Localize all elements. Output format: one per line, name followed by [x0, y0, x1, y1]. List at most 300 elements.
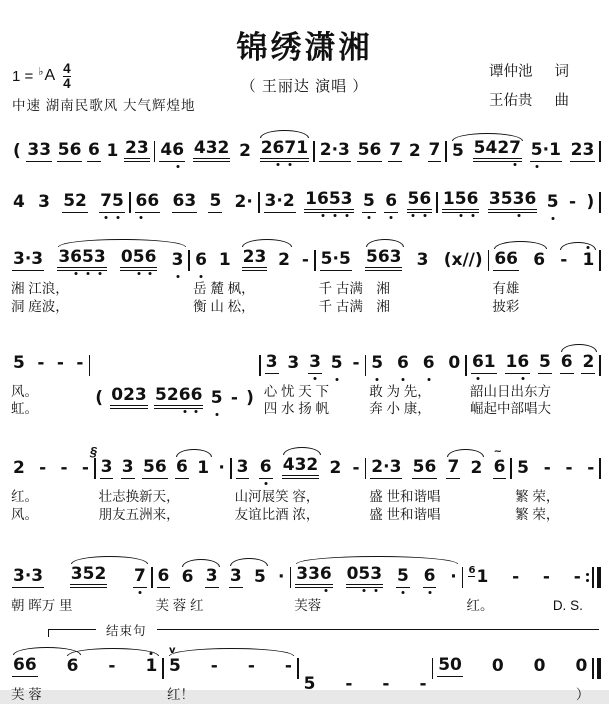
barline	[462, 567, 464, 588]
ornament-icon: ~	[493, 446, 502, 458]
measure-notes	[261, 177, 436, 222]
note-token: 33	[27, 140, 52, 160]
measure	[9, 126, 153, 171]
measure-notes	[367, 340, 464, 383]
lyric-row	[367, 400, 464, 418]
note-token: 3	[205, 565, 218, 586]
lyric-row	[490, 298, 598, 316]
composer-name: 王佑贵	[489, 93, 533, 109]
lyric-text: 崛起中部唱大	[469, 401, 551, 417]
note-token: 3	[229, 565, 242, 586]
barline	[129, 192, 131, 213]
note-token: 2	[13, 458, 25, 479]
lyric-row	[513, 506, 598, 524]
barline	[162, 658, 164, 679]
note-token	[546, 194, 560, 213]
note-token: -	[345, 673, 353, 694]
slur-arc	[260, 130, 309, 138]
note-token: 56	[57, 140, 82, 160]
barline	[365, 355, 367, 376]
note-char: 6	[272, 138, 285, 158]
note-char: 6	[172, 140, 185, 160]
note-char: 3	[309, 351, 321, 372]
note-token	[442, 191, 480, 213]
note-token: 6 ~	[493, 446, 506, 478]
note-char: 6	[70, 247, 82, 267]
measure	[367, 443, 509, 524]
note-char: 3	[93, 247, 106, 267]
note-char: 0	[346, 563, 359, 584]
note-token: 3	[236, 457, 249, 478]
measure	[154, 552, 289, 615]
note-char: 6	[396, 352, 409, 373]
note-token: -	[301, 250, 309, 270]
note-char: 6	[147, 191, 160, 211]
note-token: -	[108, 655, 116, 676]
barline-stroke	[599, 250, 601, 271]
note-token: 2	[408, 141, 421, 161]
note-token: 6	[181, 566, 194, 587]
lyric-row	[9, 686, 161, 704]
lyric-text: 披彩	[492, 298, 520, 314]
note-char: 5	[473, 138, 486, 158]
measure-notes	[91, 340, 258, 419]
note-char: 4	[160, 140, 173, 160]
note-token: 7	[447, 457, 460, 478]
note-token: 1	[106, 141, 119, 161]
lyric-row	[464, 597, 584, 615]
note-token: -	[60, 458, 68, 479]
barline	[89, 444, 98, 479]
note-char: 0	[120, 247, 133, 267]
key-prefix: 1 =	[12, 67, 34, 85]
barline	[297, 658, 299, 679]
barline	[290, 567, 292, 588]
note-token: 3·3	[13, 565, 44, 586]
note-char: 6	[385, 191, 398, 211]
measure	[9, 643, 161, 704]
measure-notes	[9, 643, 161, 686]
note-token: 3	[121, 457, 134, 478]
lyricist-credit	[489, 58, 569, 87]
note-token: 7	[428, 140, 441, 160]
note-token: -	[37, 352, 45, 373]
breath-mark-icon: v	[169, 644, 176, 656]
measure-notes	[9, 552, 150, 597]
score-line	[8, 552, 601, 615]
lyric-text: 红！	[167, 686, 194, 702]
measure-notes	[468, 340, 598, 383]
measure	[367, 340, 464, 419]
note-token	[304, 191, 353, 213]
barline	[89, 355, 91, 376]
note-token: -	[569, 192, 577, 212]
note-char: 6	[471, 351, 484, 372]
lyric-row	[233, 506, 364, 524]
note-char: 5	[454, 189, 467, 209]
lyric-text: 盛 世和谐唱	[369, 507, 441, 523]
note-token: -	[352, 352, 360, 373]
composer-credit	[489, 87, 569, 116]
note-char: 5	[210, 388, 223, 409]
lyric-row	[233, 488, 364, 506]
barline	[365, 458, 367, 479]
lyric-row	[367, 383, 464, 401]
note-char: 5	[82, 247, 94, 267]
measure	[9, 235, 187, 316]
barline	[154, 141, 156, 162]
measure-notes	[9, 126, 153, 171]
lyric-text: 红。	[466, 597, 494, 613]
note-token: 50	[438, 654, 462, 675]
note-token: 0	[575, 655, 588, 676]
lyric-row	[434, 686, 591, 704]
note-token: 0	[491, 655, 504, 676]
measure-notes	[292, 552, 461, 597]
note-char: 6	[316, 189, 329, 209]
note-token: 3	[100, 457, 113, 478]
note-token: -	[39, 458, 47, 479]
barline-stroke	[597, 658, 602, 679]
note-char: 3	[340, 189, 353, 209]
lyric-text: 山河展笑 容，	[234, 489, 320, 505]
barline-stroke	[597, 567, 602, 588]
note-token	[171, 252, 185, 271]
lyric-text: 洞 庭波，	[11, 298, 69, 314]
slur-arc	[560, 242, 596, 250]
note-token: (	[95, 388, 103, 409]
measure-notes	[300, 643, 431, 704]
barline	[313, 141, 315, 162]
note-token: 66	[494, 249, 519, 269]
note-token: 3	[416, 250, 429, 270]
barline	[259, 355, 261, 376]
lyricist-role: 词	[554, 64, 569, 80]
note-token	[144, 655, 158, 677]
lyric-row	[490, 280, 598, 298]
note-token: 2	[582, 351, 595, 372]
note-char: 6	[144, 247, 157, 267]
note-char: 5	[407, 189, 420, 209]
note-token: 7	[389, 140, 402, 160]
lyric-text: 芙 蓉 红	[155, 597, 204, 613]
barline-stroke	[599, 355, 601, 376]
note-char: 5	[396, 565, 409, 586]
barline	[465, 355, 467, 376]
note-token: 432	[193, 140, 231, 162]
lyric-row	[9, 400, 88, 418]
note-token: 5 v	[169, 644, 181, 676]
key-signature	[12, 62, 71, 90]
note-token: 56	[357, 140, 382, 160]
note-token: 5	[253, 566, 266, 587]
barline	[599, 141, 601, 163]
note-token: 432	[282, 457, 320, 479]
note-token: 2	[278, 250, 291, 270]
barline	[510, 458, 512, 479]
note-token	[159, 142, 185, 162]
lyric-text: 虹。	[11, 401, 38, 417]
barline	[445, 141, 447, 162]
note-token	[135, 193, 161, 213]
note-char: 1	[145, 655, 158, 676]
ending-bracket	[48, 623, 599, 643]
note-token: 3	[38, 192, 50, 212]
note-token: -	[230, 388, 238, 409]
note-token	[530, 142, 562, 162]
note-token: ·	[278, 566, 285, 587]
note-token: -	[382, 673, 390, 694]
song-title: 锦绣潇湘	[236, 30, 373, 65]
note-char: ·	[542, 140, 550, 160]
lyric-row	[9, 298, 187, 316]
measure	[191, 235, 313, 316]
note-token	[120, 249, 158, 271]
note-token	[99, 193, 125, 213]
slur-arc	[283, 447, 321, 455]
lyric-text: 千 古满 湘	[318, 298, 390, 314]
performer-subtitle: （ 王丽达 演唱 ）	[240, 78, 369, 95]
note-token: 5	[539, 351, 551, 372]
barline-stroke	[599, 458, 601, 479]
lyric-row	[191, 280, 313, 298]
barline-stroke	[599, 192, 601, 213]
measure	[9, 340, 88, 419]
note-token: -	[542, 566, 550, 587]
measure	[300, 643, 431, 704]
slur-arc	[296, 556, 458, 564]
lyric-text: 芙蓉	[294, 597, 322, 613]
note-token: 6	[176, 457, 188, 478]
note-token: ·	[450, 566, 457, 587]
note-char: 7	[284, 138, 297, 158]
note-token	[210, 390, 224, 409]
lyricist-name: 谭仲池	[489, 64, 533, 80]
flat-icon: ♭	[38, 65, 44, 78]
note-token	[362, 193, 376, 213]
measure-notes	[317, 235, 487, 280]
note-token: 3	[265, 351, 278, 372]
lyric-text: 有雄	[492, 281, 520, 296]
note-token: -	[565, 458, 573, 479]
note-token: 52	[63, 191, 87, 211]
note-token: 6	[157, 565, 170, 586]
note-token: -	[81, 458, 89, 479]
slur-arc	[366, 239, 404, 247]
slur-arc	[71, 556, 148, 564]
note-token: -	[352, 458, 360, 479]
measure	[9, 552, 150, 615]
note-token	[423, 565, 437, 588]
lyric-row	[468, 383, 598, 401]
note-char: 6	[466, 189, 479, 209]
note-token	[295, 563, 333, 588]
note-token: 2·3	[319, 140, 350, 160]
measure	[448, 126, 598, 171]
note-char: 5	[155, 385, 167, 406]
note-token: (	[13, 141, 21, 161]
note-char: 5	[362, 191, 375, 211]
note-token: 6	[560, 351, 573, 372]
lyric-text: 盛 世和谐唱	[369, 489, 441, 505]
note-token: 5	[303, 673, 316, 694]
measure-notes	[165, 643, 296, 686]
note-char: 2	[260, 138, 273, 158]
note-char: 5	[330, 352, 343, 373]
measure	[292, 552, 461, 615]
note-char: 3	[370, 563, 383, 584]
slur-arc	[13, 647, 81, 655]
note-token: 2	[470, 458, 483, 479]
note-token: 3	[287, 352, 300, 373]
score-line	[8, 235, 601, 316]
barline	[230, 458, 232, 479]
note-char: 3	[296, 563, 309, 584]
note-token: -	[284, 655, 292, 676]
lyric-text: 朋友五洲来，	[98, 507, 180, 523]
note-token	[260, 140, 309, 162]
measure-notes	[439, 177, 598, 222]
barline-stroke	[599, 141, 601, 162]
note-token: 563	[365, 249, 403, 271]
slur-arc	[176, 449, 212, 457]
lyric-row	[9, 383, 88, 401]
barline	[436, 192, 438, 213]
lyric-row	[262, 383, 364, 401]
measure-notes	[156, 126, 312, 171]
measure	[434, 643, 591, 704]
note-char: 6	[195, 250, 207, 270]
score	[0, 122, 609, 704]
lyric-text: 敢 为 先，	[369, 383, 431, 399]
note-token: 0	[533, 655, 546, 676]
note-token: )	[586, 192, 595, 212]
measure-notes	[490, 235, 598, 280]
lyric-row	[97, 488, 229, 506]
note-token: 5	[452, 141, 464, 161]
slur-arc	[58, 239, 186, 247]
note-token: 23	[124, 140, 150, 162]
measure	[439, 177, 598, 222]
note-token: 3·3	[13, 249, 44, 269]
note-token: ·	[218, 458, 225, 479]
note-token	[505, 351, 531, 374]
measure-notes	[448, 126, 598, 171]
note-token	[396, 565, 410, 588]
score-line	[8, 177, 601, 222]
note-token: 56	[142, 457, 167, 478]
note-token: 1	[218, 250, 231, 270]
barline	[488, 250, 490, 271]
note-char: 3	[171, 250, 184, 270]
note-token	[346, 563, 384, 588]
note-token: -	[76, 352, 84, 373]
barline	[151, 567, 153, 588]
measure	[464, 552, 584, 615]
note-char: 5	[546, 192, 559, 212]
grace-note: 6	[468, 564, 476, 576]
lyric-row	[154, 597, 289, 615]
ds-marker: D. S.	[552, 597, 583, 613]
lyric-text: 繁 荣，	[515, 507, 560, 523]
slur-arc	[169, 644, 294, 656]
slur-arc	[494, 241, 547, 249]
final-barline	[592, 658, 601, 680]
note-token	[396, 352, 410, 374]
lyric-text: 岳 麓 枫，	[193, 281, 255, 296]
score-line	[8, 443, 601, 524]
note-char: 5	[358, 563, 371, 584]
measure-notes	[132, 177, 257, 222]
note-token: 6	[88, 140, 100, 160]
note-char: 1	[505, 351, 518, 372]
note-token: 352	[70, 566, 108, 588]
note-char: 1	[582, 250, 595, 270]
note-token: -	[210, 655, 218, 676]
note-char: 6	[422, 352, 435, 373]
lyric-row	[468, 400, 598, 418]
measure-notes	[434, 643, 591, 686]
note-token	[133, 565, 147, 588]
tempo-marking: 中速 湖南民歌风 大气辉煌地	[12, 98, 196, 113]
note-token: 66	[13, 654, 37, 675]
lyric-text: 衡 山 松，	[193, 298, 255, 314]
barline	[258, 192, 260, 213]
note-char: 7	[100, 191, 112, 211]
credits	[489, 58, 569, 116]
note-token	[370, 352, 384, 374]
measure	[156, 126, 312, 171]
note-token: 23	[570, 140, 595, 160]
lyric-row	[367, 506, 509, 524]
measure	[165, 643, 296, 704]
note-char: 2	[497, 138, 510, 158]
note-token: -	[573, 566, 581, 587]
measure-notes	[316, 126, 445, 171]
note-token	[488, 191, 537, 213]
note-char: 6	[319, 563, 332, 584]
note-char: 2	[166, 385, 179, 406]
measure-notes	[233, 443, 364, 488]
lyric-text: 友谊比酒 浓，	[234, 507, 320, 523]
barline	[188, 250, 190, 271]
lyric-row	[9, 506, 93, 524]
lyric-text: 韶山日出东方	[469, 383, 551, 399]
measure	[97, 443, 229, 524]
lyric-row	[262, 400, 364, 418]
note-token: -	[587, 458, 595, 479]
measure	[316, 126, 445, 171]
note-char: 5	[112, 191, 124, 211]
ending-label: 结束句	[96, 621, 157, 639]
meter-fraction	[63, 62, 71, 90]
measure-notes	[97, 443, 229, 488]
lyric-text: 风。	[11, 507, 38, 523]
measure-notes	[513, 443, 598, 488]
score-line	[8, 340, 601, 419]
note-char: 6	[419, 189, 432, 209]
note-token: -	[543, 458, 551, 479]
note-token: 5	[209, 191, 222, 211]
lyric-text: 湘 江浪，	[11, 281, 69, 296]
note-token	[194, 252, 208, 271]
key-note: A	[44, 67, 56, 84]
slur-arc	[67, 648, 159, 656]
score-line	[8, 643, 601, 704]
measure	[9, 177, 128, 222]
note-char: 6	[178, 385, 191, 406]
lyric-text: 四 水 扬 帆	[263, 401, 329, 417]
